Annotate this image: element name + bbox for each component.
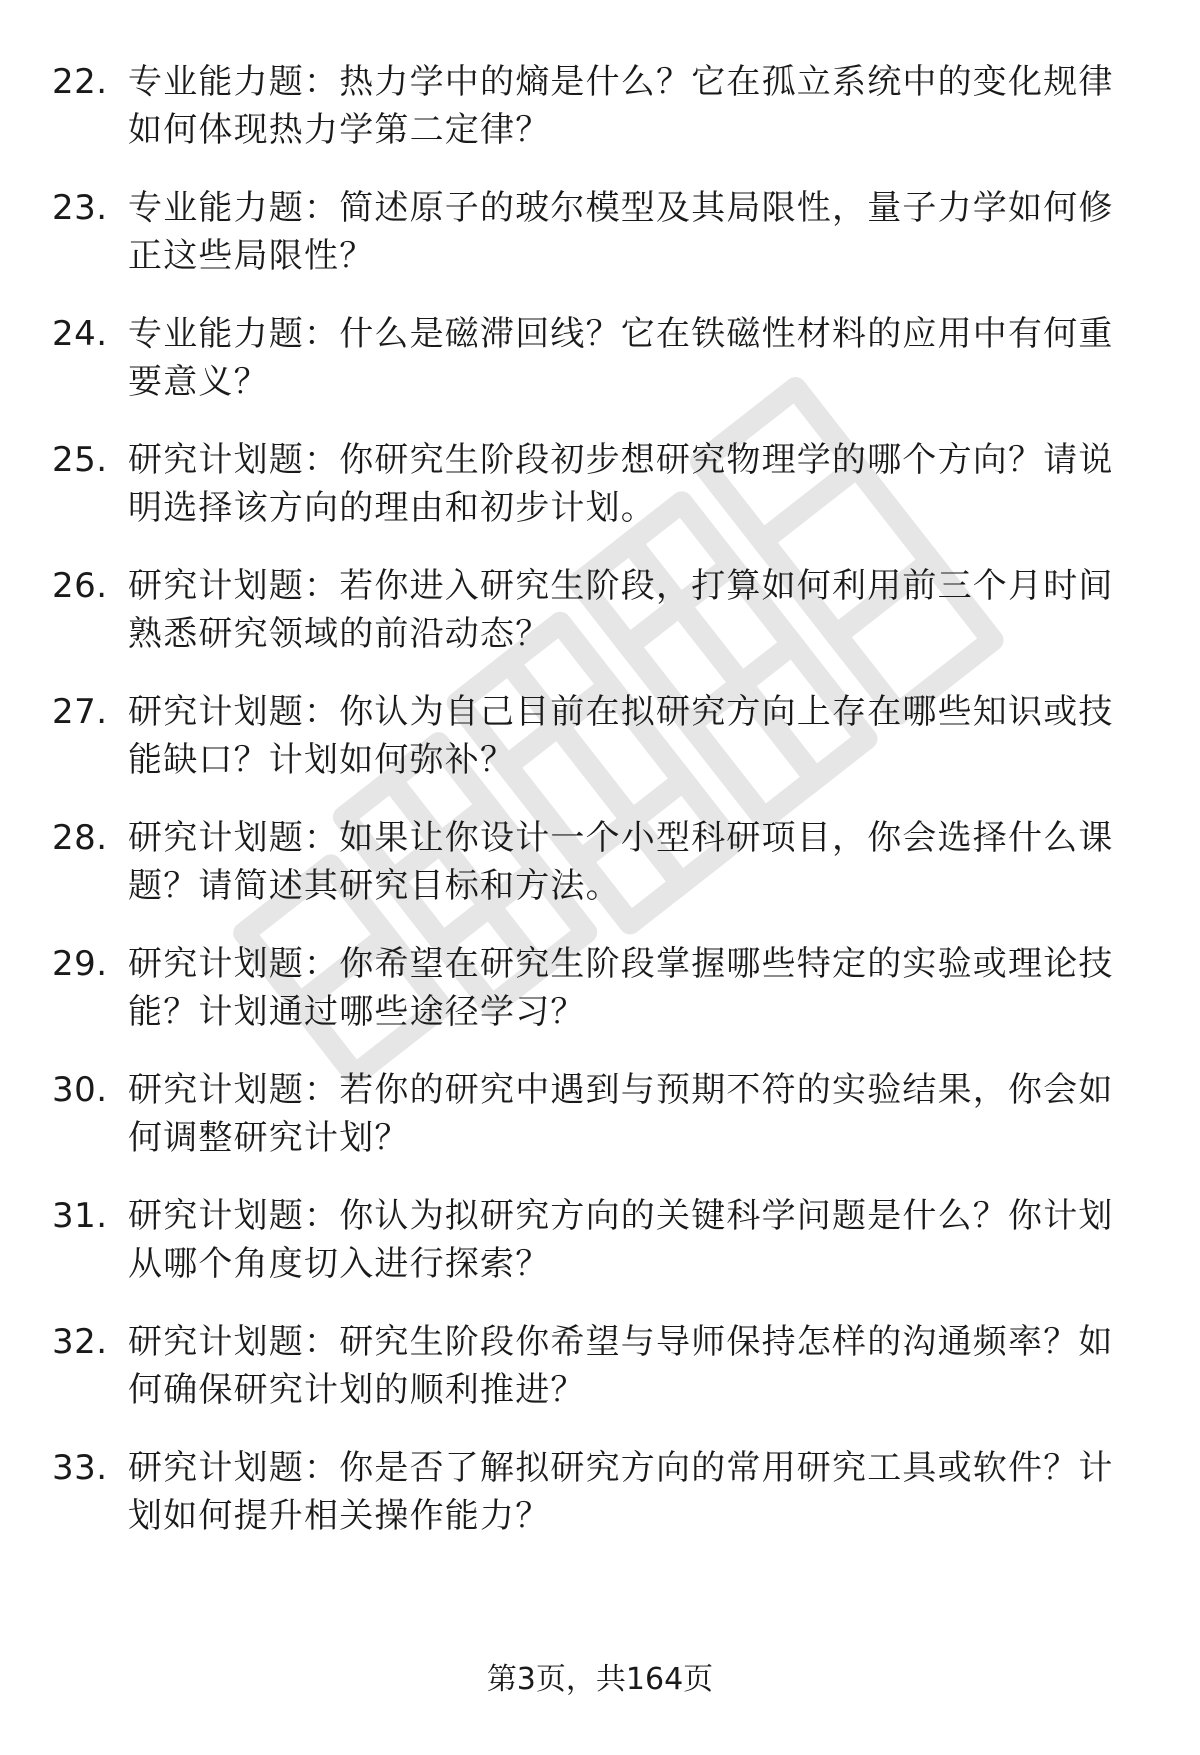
list-item <box>52 1318 1142 1414</box>
list-item <box>52 814 1142 910</box>
question-number: 25. <box>52 440 108 480</box>
question-number: 27. <box>52 692 108 732</box>
list-item <box>52 562 1142 658</box>
list-item <box>52 184 1142 280</box>
question-number: 32. <box>52 1322 108 1362</box>
question-number: 30. <box>52 1070 108 1110</box>
list-item <box>52 688 1142 784</box>
list-item <box>52 58 1142 154</box>
question-text: 研究计划题：你希望在研究生阶段掌握哪些特定的实验或理论技能？计划通过哪些途径学习？ <box>128 944 1114 1032</box>
question-text: 研究计划题：你是否了解拟研究方向的常用研究工具或软件？计划如何提升相关操作能力？ <box>128 1448 1114 1536</box>
question-text: 研究计划题：如果让你设计一个小型科研项目，你会选择什么课题？请简述其研究目标和方法。 <box>128 818 1114 906</box>
list-item <box>52 1444 1142 1540</box>
question-text: 研究计划题：研究生阶段你希望与导师保持怎样的沟通频率？如何确保研究计划的顺利推进？ <box>128 1322 1114 1410</box>
question-text: 专业能力题：什么是磁滞回线？它在铁磁性材料的应用中有何重要意义？ <box>128 314 1114 402</box>
list-item <box>52 1192 1142 1288</box>
list-item <box>52 1066 1142 1162</box>
question-text: 专业能力题：热力学中的熵是什么？它在孤立系统中的变化规律如何体现热力学第二定律？ <box>128 62 1114 150</box>
question-number: 31. <box>52 1196 108 1236</box>
page-footer: 第3页，共164页 <box>486 1662 714 1697</box>
question-text: 研究计划题：若你进入研究生阶段，打算如何利用前三个月时间熟悉研究领域的前沿动态？ <box>128 566 1114 654</box>
question-number: 23. <box>52 188 108 228</box>
list-item <box>52 436 1142 532</box>
question-text: 研究计划题：你认为自己目前在拟研究方向上存在哪些知识或技能缺口？计划如何弥补？ <box>128 692 1114 780</box>
question-number: 26. <box>52 566 108 606</box>
question-number: 33. <box>52 1448 108 1488</box>
question-text: 研究计划题：若你的研究中遇到与预期不符的实验结果，你会如何调整研究计划？ <box>128 1070 1114 1158</box>
question-text: 专业能力题：简述原子的玻尔模型及其局限性，量子力学如何修正这些局限性？ <box>128 188 1114 276</box>
question-list <box>52 58 1142 1570</box>
question-number: 24. <box>52 314 108 354</box>
question-text: 研究计划题：你研究生阶段初步想研究物理学的哪个方向？请说明选择该方向的理由和初步计划。 <box>128 440 1114 528</box>
question-number: 22. <box>52 62 108 102</box>
question-number: 28. <box>52 818 108 858</box>
question-text: 研究计划题：你认为拟研究方向的关键科学问题是什么？你计划从哪个角度切入进行探索？ <box>128 1196 1114 1284</box>
question-number: 29. <box>52 944 108 984</box>
list-item <box>52 940 1142 1036</box>
list-item <box>52 310 1142 406</box>
